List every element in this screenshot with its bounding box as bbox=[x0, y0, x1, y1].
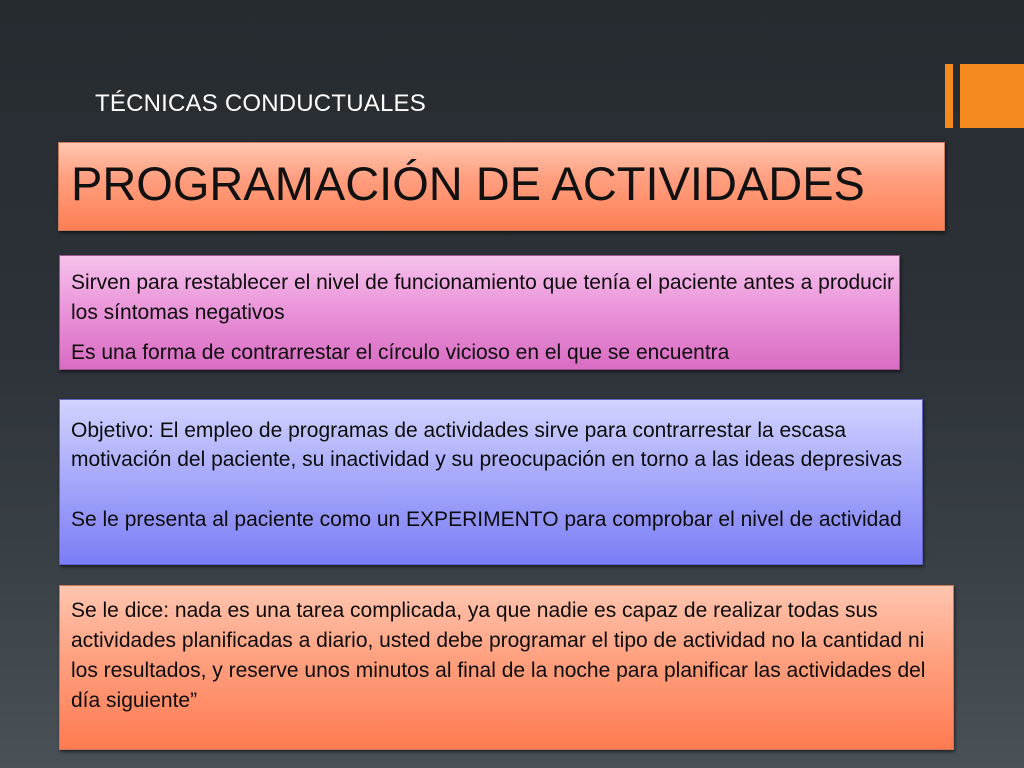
definition-box bbox=[59, 255, 900, 370]
accent-bar-thin bbox=[945, 64, 953, 128]
title-box bbox=[58, 142, 945, 231]
accent-bar-thick bbox=[960, 64, 1024, 128]
slide-title: PROGRAMACIÓN DE ACTIVIDADES bbox=[71, 157, 865, 210]
slide-subtitle: TÉCNICAS CONDUCTUALES bbox=[95, 90, 426, 117]
objective-box bbox=[59, 399, 923, 565]
definition-paragraph-2: Es una forma de contrarrestar el círculo vicioso en el que se encuentra bbox=[71, 341, 730, 364]
instruction-box bbox=[59, 585, 954, 750]
definition-paragraph-1: Sirven para restablecer el nivel de funcionamiento que tenía el paciente antes a producir los síntomas negativos bbox=[71, 271, 895, 324]
instruction-paragraph: Se le dice: nada es una tarea complicada, ya que nadie es capaz de realizar todas sus actividades planificadas a diario, usted debe programar el tipo de actividad no la cantidad ni los resultados, y reserve unos minutos al final de la noche para planificar las actividades del día siguiente” bbox=[71, 599, 926, 712]
objective-paragraph-2: Se le presenta al paciente como un EXPERIMENTO para comprobar el nivel de actividad bbox=[71, 508, 902, 531]
objective-paragraph-1: Objetivo: El empleo de programas de actividades sirve para contrarrestar la escasa motivación del paciente, su inactividad y su preocupación en torno a las ideas depresivas bbox=[71, 419, 903, 471]
